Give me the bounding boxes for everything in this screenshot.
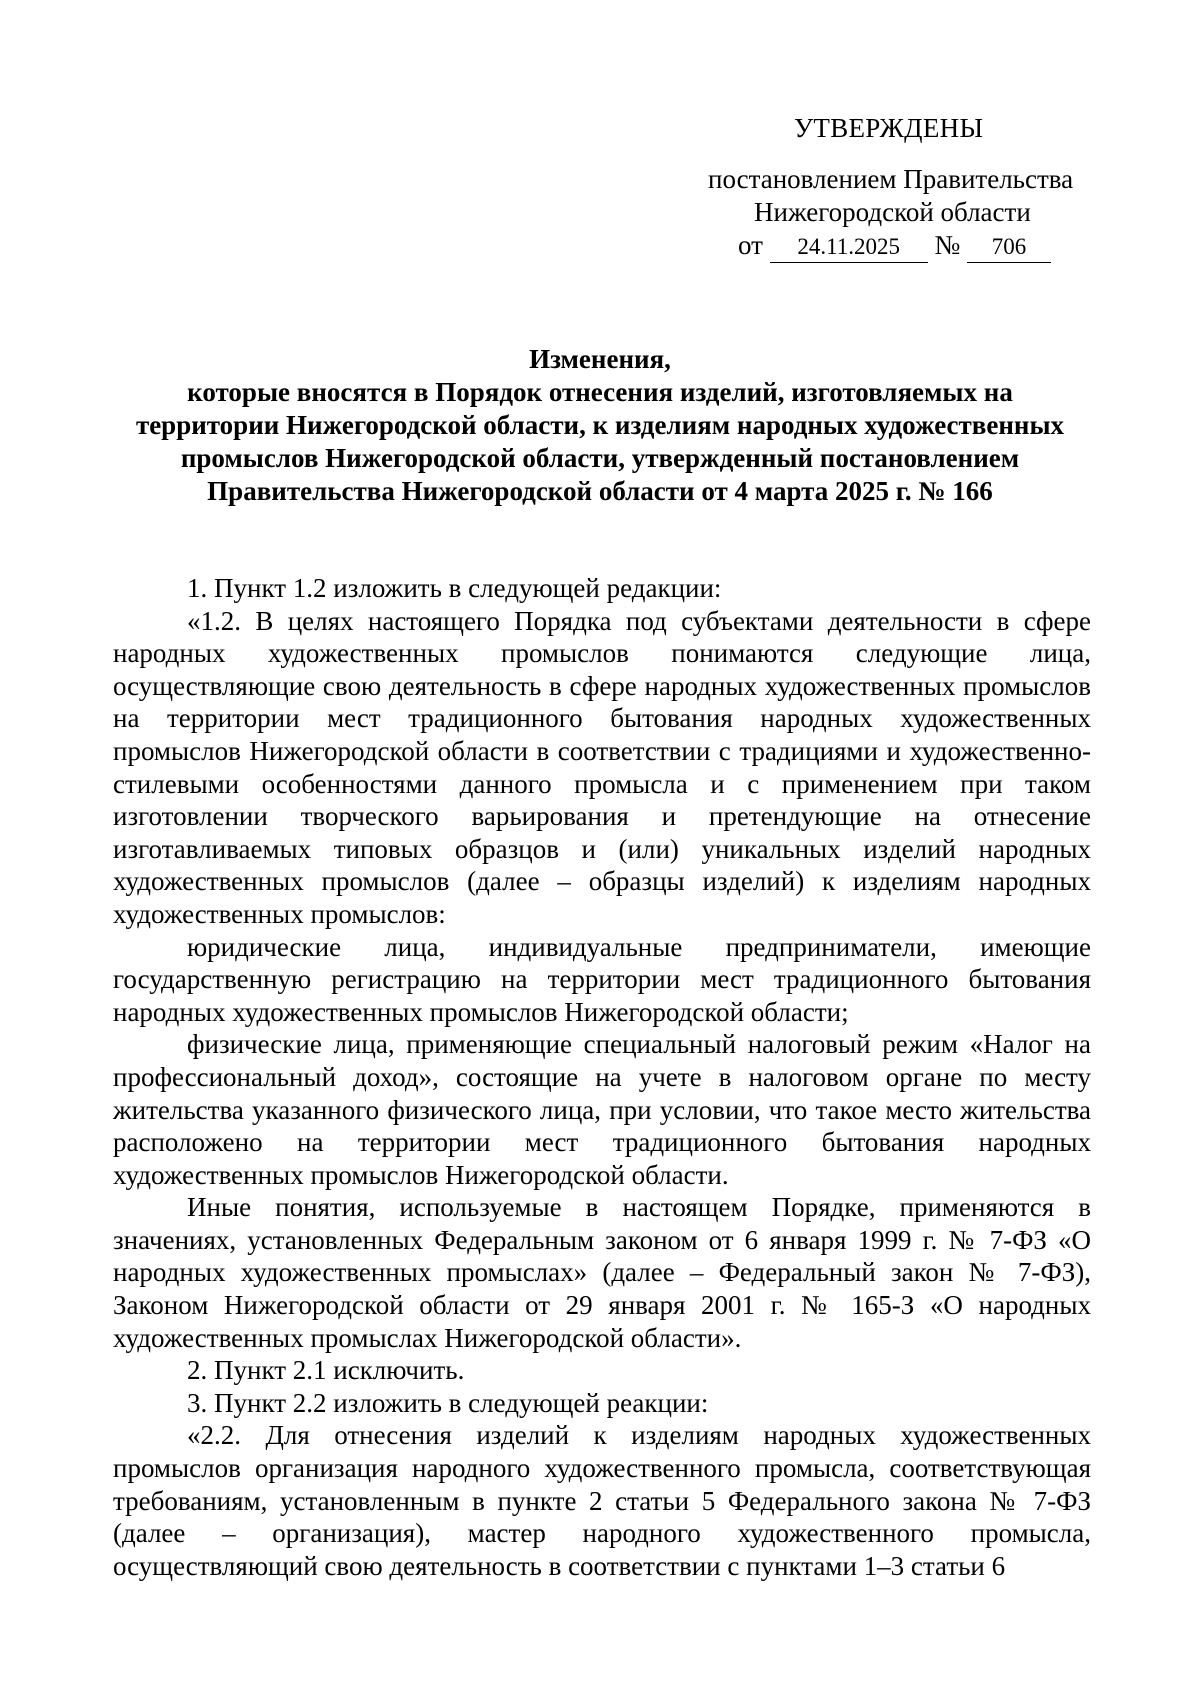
paragraph-4: физические лица, применяющие специальный налоговый режим «Налог на профессиональный доход», состоящие на учете в налоговом органе по месту жительства указанного физического лица, при условии, что такое место жительства расположено на территории мест традиционного бытования народных художественных промыслов Нижегородской области. bbox=[113, 1029, 1091, 1190]
title-line-2: которые вносятся в Порядок отнесения изделий, изготовляемых на bbox=[187, 377, 1013, 407]
approval-date: 24.11.2025 bbox=[770, 234, 928, 263]
approval-line-2: Нижегородской области bbox=[754, 197, 1031, 227]
paragraph-2: «1.2. В целях настоящего Порядка под субъектами деятельности в сфере народных художественных промыслов понимаются следующие лица, осуществляющие свою деятельность в сфере народных художественных промыслов на территории мест традиционного бытования народных художественных промыслов Нижегородской области в соответствии с традициями и художественно-стилевыми особенностями данного промысла и с применением при таком изготовлении творческого варьирования и претендующие на отнесение изготавливаемых типовых образцов и (или) уникальных изделий народных художественных промыслов (далее – образцы изделий) к изделиям народных художественных промыслов: bbox=[113, 605, 1091, 929]
approval-date-line bbox=[700, 229, 1140, 263]
document-title bbox=[110, 343, 1090, 508]
date-prefix: от bbox=[738, 230, 763, 260]
paragraph-1: 1. Пункт 1.2 изложить в следующей редакции: bbox=[187, 573, 722, 603]
paragraph-5: Иные понятия, используемые в настоящем Порядке, применяются в значениях, установленных Федеральным законом от 6 января 1999 г. № 7-ФЗ «О народных художественных промыслах» (далее – Федеральный закон № 7-ФЗ), Законом Нижегородской области от 29 января 2001 г. № 165-З «О народных художественных промыслах Нижегородской области». bbox=[113, 1192, 1091, 1353]
title-line-4: промыслов Нижегородской области, утвержденный постановлением bbox=[180, 443, 1020, 473]
number-prefix: № bbox=[934, 230, 961, 260]
approval-block bbox=[700, 112, 1140, 263]
approval-number: 706 bbox=[967, 234, 1051, 263]
title-line-1: Изменения, bbox=[529, 344, 671, 374]
paragraph-8: «2.2. Для отнесения изделий к изделиям народных художественных промыслов организация народного художественного промысла, соответствующая требованиям, установленным в пункте 2 статьи 5 Федерального закона № 7-ФЗ (далее – организация), мастер народного художественного промысла, осуществляющий свою деятельность в соответствии с пунктами 1–3 статьи 6 bbox=[113, 1420, 1091, 1581]
title-line-5: Правительства Нижегородской области от 4 марта 2025 г. № 166 bbox=[207, 476, 993, 506]
paragraph-7: 3. Пункт 2.2 изложить в следующей реакции: bbox=[187, 1387, 709, 1418]
title-line-3: территории Нижегородской области, к изделиям народных художественных bbox=[135, 410, 1065, 440]
paragraph-3: юридические лица, индивидуальные предприниматели, имеющие государственную регистрацию на территории мест традиционного бытования народных художественных промыслов Нижегородской области; bbox=[113, 931, 1091, 1027]
document-body bbox=[113, 572, 1091, 1582]
approval-line-1: постановлением Правительства bbox=[708, 164, 1074, 194]
approval-heading: УТВЕРЖДЕНЫ bbox=[794, 113, 984, 143]
paragraph-6: 2. Пункт 2.1 исключить. bbox=[187, 1355, 465, 1386]
